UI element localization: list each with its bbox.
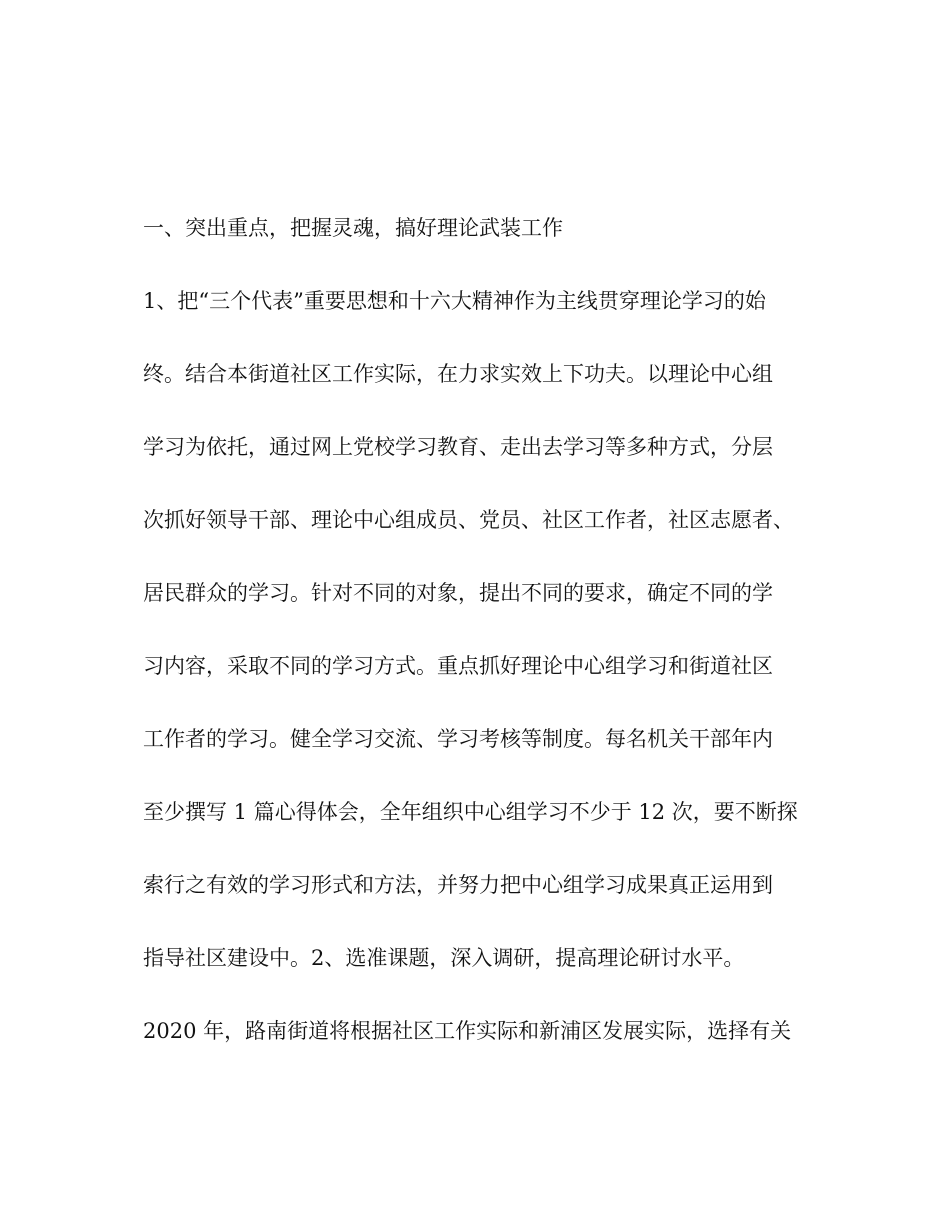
paragraph-line: 次抓好领导干部、理论中心组成员、党员、社区工作者，社区志愿者、 — [143, 508, 794, 532]
paragraph-line: 至少撰写 1 篇心得体会，全年组织中心组学习不少于 12 次，要不断探 — [143, 800, 798, 824]
paragraph-line: 工作者的学习。健全学习交流、学习考核等制度。每名机关干部年内 — [143, 727, 773, 751]
paragraph-line: 索行之有效的学习形式和方法，并努力把中心组学习成果真正运用到 — [143, 873, 773, 897]
paragraph-line: 1、把“三个代表”重要思想和十六大精神作为主线贯穿理论学习的始 — [143, 289, 766, 313]
paragraph-line: 2020 年，路南街道将根据社区工作实际和新浦区发展实际，选择有关 — [143, 1019, 792, 1043]
paragraph-line: 习内容，采取不同的学习方式。重点抓好理论中心组学习和街道社区 — [143, 654, 773, 678]
paragraph-line: 指导社区建设中。2、选准课题，深入调研，提高理论研讨水平。 — [143, 946, 745, 970]
paragraph-line: 居民群众的学习。针对不同的对象，提出不同的要求，确定不同的学 — [143, 581, 773, 605]
section-heading: 一、突出重点，把握灵魂，搞好理论武装工作 — [143, 216, 563, 240]
paragraph-line: 学习为依托，通过网上党校学习教育、走出去学习等多种方式，分层 — [143, 435, 773, 459]
paragraph-line: 终。结合本街道社区工作实际，在力求实效上下功夫。以理论中心组 — [143, 362, 773, 386]
